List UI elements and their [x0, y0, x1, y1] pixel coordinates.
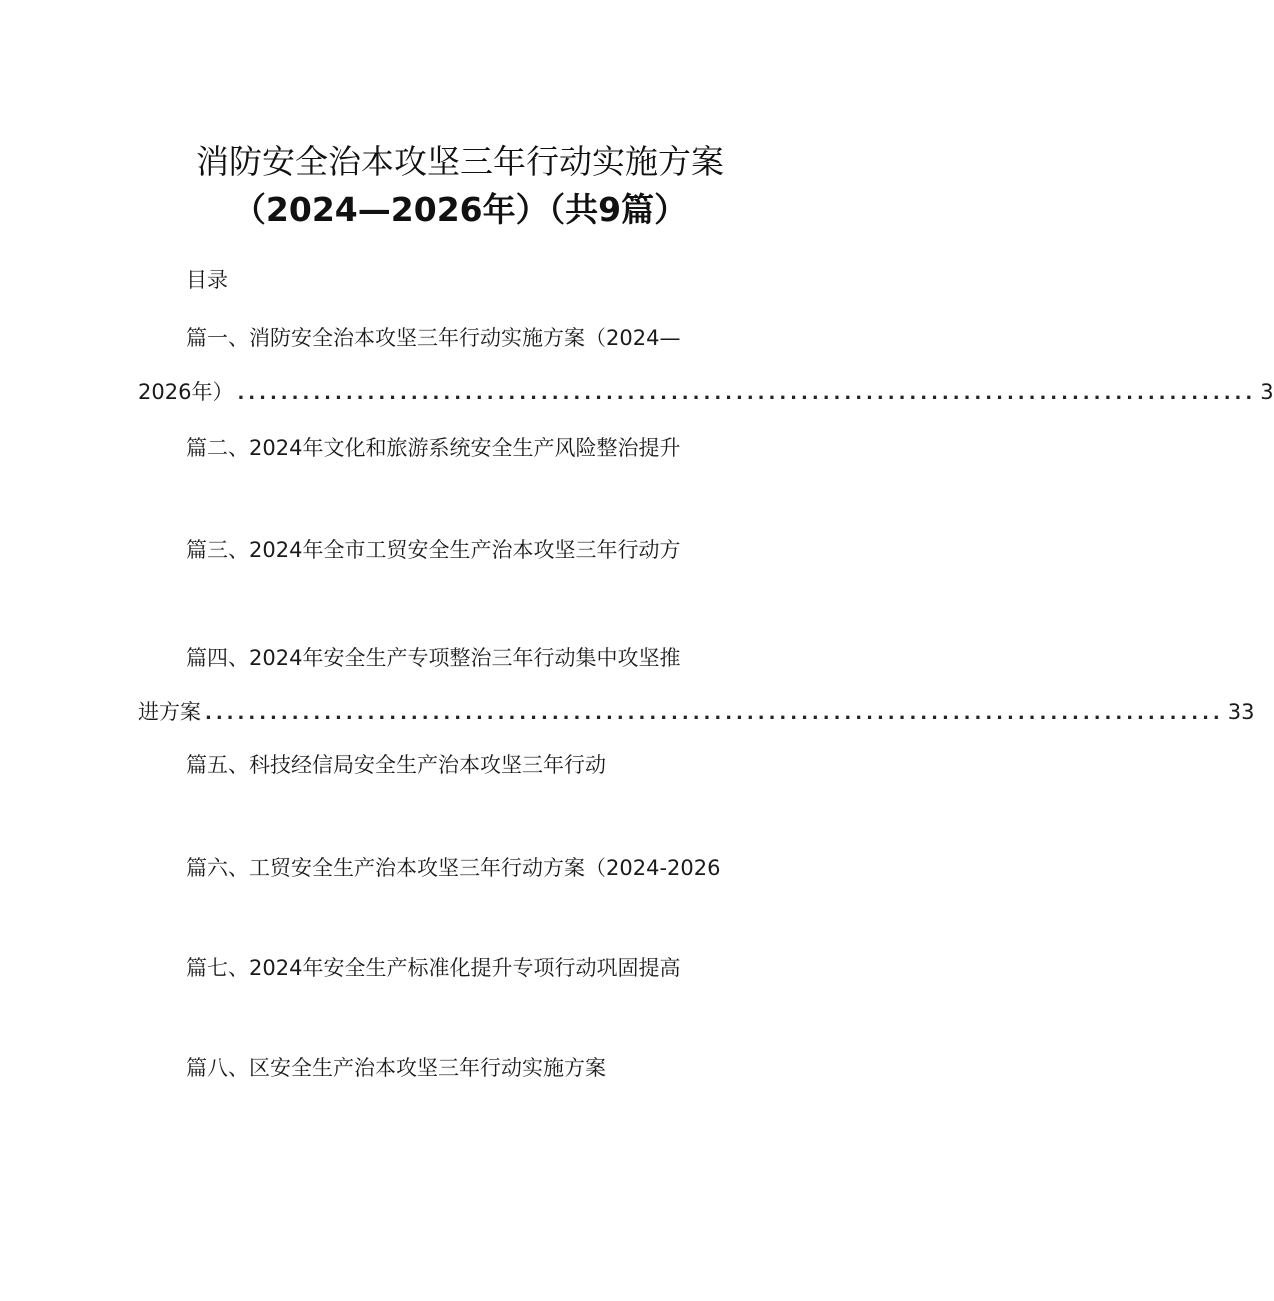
toc-entry-1-cont-text: 2026年） — [138, 380, 234, 404]
document-title: 消防安全治本攻坚三年行动实施方案 — [196, 142, 724, 181]
dot-leader: .............................................................................................. — [205, 703, 1224, 724]
toc-heading: 目录 — [186, 268, 228, 292]
toc-entry-3[interactable]: 篇三、2024年全市工贸安全生产治本攻坚三年行动方 — [186, 538, 681, 562]
toc-entry-7[interactable]: 篇七、2024年安全生产标准化提升专项行动巩固提高 — [186, 956, 681, 980]
toc-entry-5[interactable]: 篇五、科技经信局安全生产治本攻坚三年行动 — [186, 753, 606, 777]
toc-entry-4-page-number: 33 — [1227, 700, 1255, 724]
toc-entry-1-page-number: 3 — [1260, 380, 1274, 404]
toc-entry-1-continuation[interactable] — [138, 377, 1274, 409]
toc-entry-4[interactable]: 篇四、2024年安全生产专项整治三年行动集中攻坚推 — [186, 646, 681, 670]
toc-entry-2[interactable]: 篇二、2024年文化和旅游系统安全生产风险整治提升 — [186, 436, 681, 460]
dot-leader: .............................................................................................. — [237, 383, 1257, 404]
toc-entry-4-continuation[interactable] — [138, 697, 1255, 729]
toc-entry-4-cont-text: 进方案 — [138, 700, 201, 724]
document-subtitle: （2024—2026年）（共9篇） — [232, 190, 688, 229]
toc-entry-8[interactable]: 篇八、区安全生产治本攻坚三年行动实施方案 — [186, 1056, 606, 1080]
toc-entry-6[interactable]: 篇六、工贸安全生产治本攻坚三年行动方案（2024-2026 — [186, 856, 721, 880]
toc-entry-1[interactable]: 篇一、消防安全治本攻坚三年行动实施方案（2024— — [186, 326, 681, 350]
